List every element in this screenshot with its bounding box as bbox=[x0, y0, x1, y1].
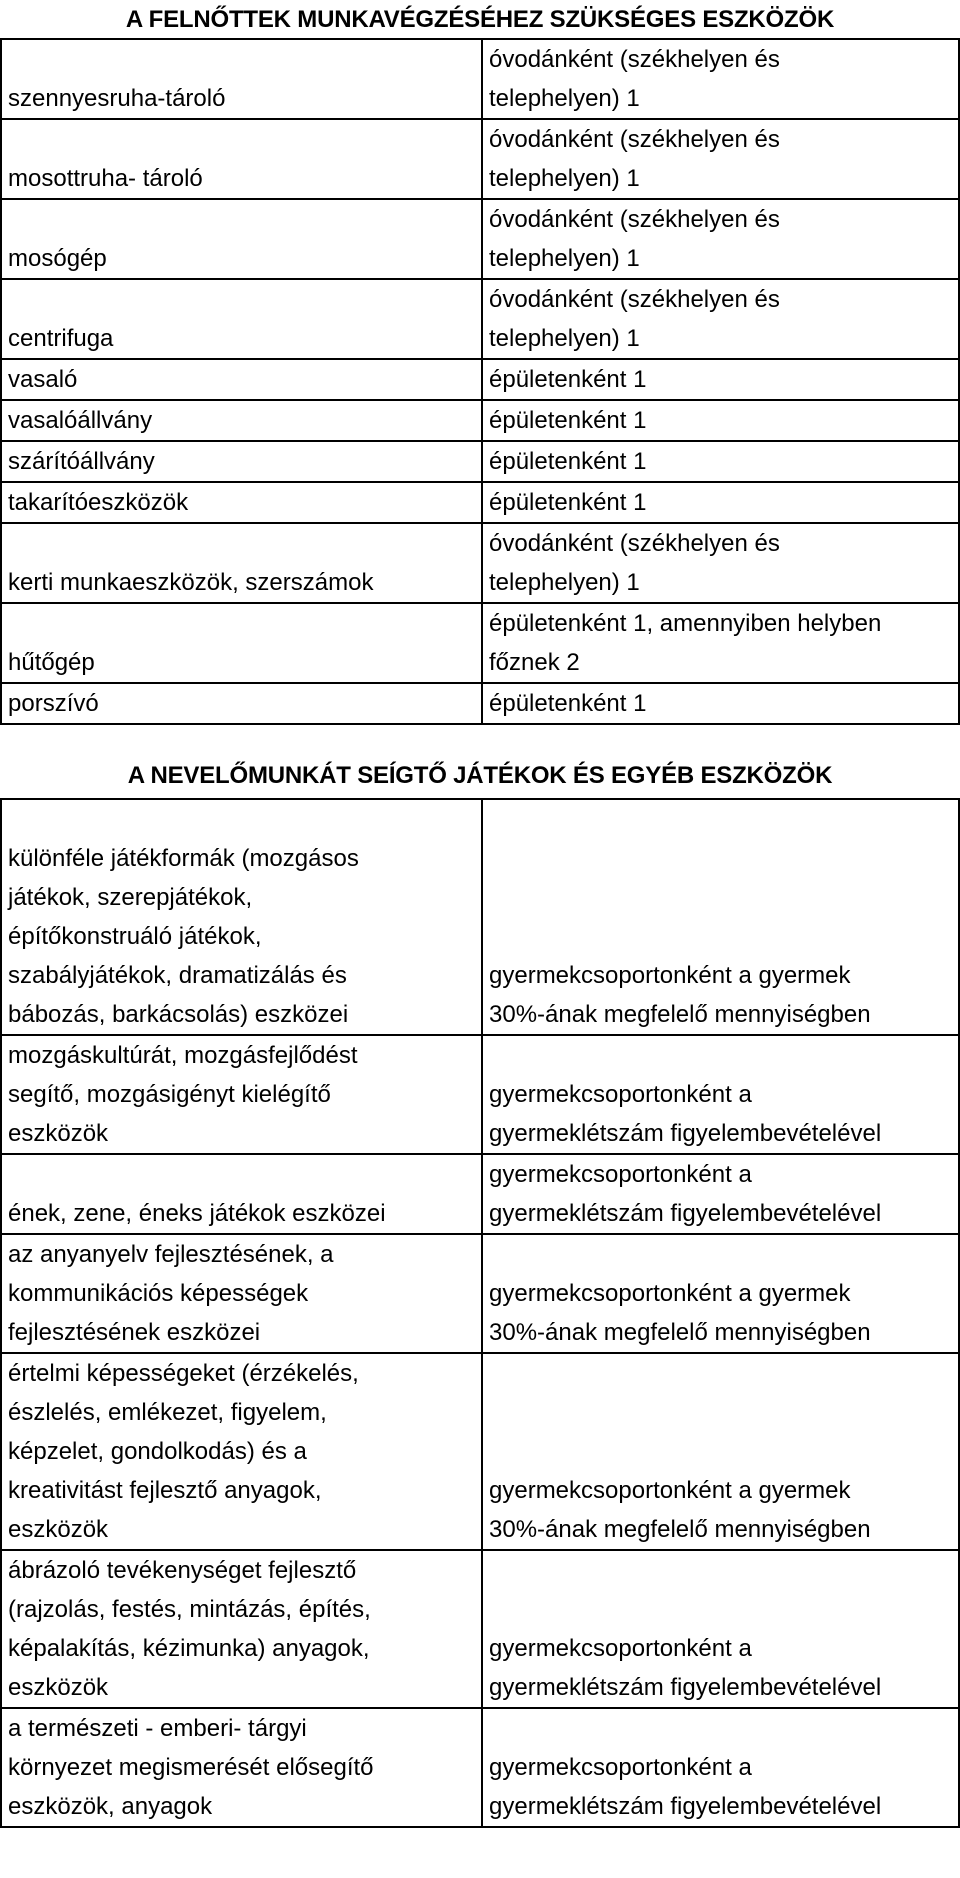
quantity-cell bbox=[482, 1550, 959, 1708]
item-line: szabályjátékok, dramatizálás és bbox=[8, 962, 347, 989]
item-name: mosógép bbox=[8, 245, 107, 272]
quantity-line: 30%-ának megfelelő mennyiségben bbox=[489, 1001, 871, 1028]
quantity-line: óvodánként (székhelyen és bbox=[489, 530, 780, 557]
item-name: kerti munkaeszközök, szerszámok bbox=[8, 569, 374, 596]
item-name: vasalóállvány bbox=[8, 407, 153, 434]
quantity-cell bbox=[482, 279, 959, 359]
item-cell bbox=[1, 1353, 482, 1550]
quantity-cell bbox=[482, 1234, 959, 1353]
item-cell bbox=[1, 39, 482, 119]
table-row bbox=[1, 799, 959, 1035]
table-row bbox=[1, 359, 959, 400]
quantity-cell bbox=[482, 1353, 959, 1550]
table-row bbox=[1, 1234, 959, 1353]
quantity-line: gyermekcsoportonként a bbox=[489, 1754, 752, 1781]
table-row bbox=[1, 119, 959, 199]
quantity-cell bbox=[482, 1035, 959, 1154]
item-cell bbox=[1, 199, 482, 279]
quantity-cell bbox=[482, 199, 959, 279]
quantity-line: telephelyen) 1 bbox=[489, 325, 640, 352]
quantity-cell bbox=[482, 1708, 959, 1827]
item-cell bbox=[1, 1550, 482, 1708]
item-cell bbox=[1, 603, 482, 683]
table-row bbox=[1, 683, 959, 724]
item-name: vasaló bbox=[8, 366, 78, 393]
item-cell bbox=[1, 400, 482, 441]
table-row bbox=[1, 199, 959, 279]
item-cell bbox=[1, 482, 482, 523]
table-row bbox=[1, 1154, 959, 1234]
item-line: képzelet, gondolkodás) és a bbox=[8, 1438, 307, 1465]
table-row bbox=[1, 482, 959, 523]
item-line: eszközök, anyagok bbox=[8, 1793, 213, 1820]
item-name: szennyesruha-tároló bbox=[8, 85, 226, 112]
item-line: kreativitást fejlesztő anyagok, bbox=[8, 1477, 322, 1504]
quantity-line: épületenként 1, amennyiben helyben bbox=[489, 610, 882, 637]
item-cell bbox=[1, 279, 482, 359]
table-row bbox=[1, 279, 959, 359]
item-cell bbox=[1, 1708, 482, 1827]
quantity-line: gyermekcsoportonként a gyermek bbox=[489, 962, 851, 989]
equipment-table-education bbox=[0, 798, 960, 1828]
item-line: fejlesztésének eszközei bbox=[8, 1319, 261, 1346]
item-line: képalakítás, kézimunka) anyagok, bbox=[8, 1635, 370, 1662]
quantity-line: telephelyen) 1 bbox=[489, 165, 640, 192]
quantity-line: gyermekcsoportonként a bbox=[489, 1635, 752, 1662]
item-line: kommunikációs képességek bbox=[8, 1280, 309, 1307]
item-line: ének, zene, éneks játékok eszközei bbox=[8, 1200, 386, 1227]
item-cell bbox=[1, 1035, 482, 1154]
quantity-line: főznek 2 bbox=[489, 649, 580, 676]
item-cell bbox=[1, 441, 482, 482]
quantity-cell bbox=[482, 482, 959, 523]
item-line: játékok, szerepjátékok, bbox=[8, 884, 253, 911]
item-name: szárítóállvány bbox=[8, 448, 155, 475]
table-row bbox=[1, 523, 959, 603]
item-line: különféle játékformák (mozgásos bbox=[8, 845, 359, 872]
item-cell bbox=[1, 1154, 482, 1234]
quantity-line: épületenként 1 bbox=[489, 407, 647, 434]
item-name: porszívó bbox=[8, 690, 99, 717]
quantity-line: gyermekcsoportonként a gyermek bbox=[489, 1477, 851, 1504]
item-line: a természeti - emberi- tárgyi bbox=[8, 1715, 307, 1742]
section2-title: A NEVELŐMUNKÁT SEÍGTŐ JÁTÉKOK ÉS EGYÉB ESZKÖZÖK bbox=[127, 762, 833, 789]
item-line: eszközök bbox=[8, 1120, 109, 1147]
table-row bbox=[1, 1035, 959, 1154]
item-name: takarítóeszközök bbox=[8, 489, 189, 516]
item-line: építőkonstruáló játékok, bbox=[8, 923, 262, 950]
quantity-line: gyermekcsoportonként a bbox=[489, 1161, 752, 1188]
quantity-cell bbox=[482, 119, 959, 199]
quantity-cell bbox=[482, 603, 959, 683]
quantity-line: óvodánként (székhelyen és bbox=[489, 286, 780, 313]
item-cell bbox=[1, 359, 482, 400]
item-line: értelmi képességeket (érzékelés, bbox=[8, 1360, 359, 1387]
quantity-line: épületenként 1 bbox=[489, 366, 647, 393]
item-line: ábrázoló tevékenységet fejlesztő bbox=[8, 1557, 357, 1584]
item-line: eszközök bbox=[8, 1674, 109, 1701]
item-line: eszközök bbox=[8, 1516, 109, 1543]
quantity-line: gyermekcsoportonként a bbox=[489, 1081, 752, 1108]
quantity-line: óvodánként (székhelyen és bbox=[489, 206, 780, 233]
item-line: észlelés, emlékezet, figyelem, bbox=[8, 1399, 327, 1426]
table-row bbox=[1, 603, 959, 683]
item-line: bábozás, barkácsolás) eszközei bbox=[8, 1001, 349, 1028]
section1-title: A FELNŐTTEK MUNKAVÉGZÉSÉHEZ SZÜKSÉGES ESZKÖZÖK bbox=[125, 6, 835, 33]
item-cell bbox=[1, 523, 482, 603]
table-row bbox=[1, 1550, 959, 1708]
quantity-line: gyermeklétszám figyelembevételével bbox=[489, 1793, 882, 1820]
quantity-line: telephelyen) 1 bbox=[489, 569, 640, 596]
table-row bbox=[1, 400, 959, 441]
item-cell bbox=[1, 119, 482, 199]
item-name: centrifuga bbox=[8, 325, 114, 352]
table-row bbox=[1, 39, 959, 119]
item-line: az anyanyelv fejlesztésének, a bbox=[8, 1241, 334, 1268]
table-row bbox=[1, 1353, 959, 1550]
quantity-line: telephelyen) 1 bbox=[489, 245, 640, 272]
equipment-table-adults bbox=[0, 38, 960, 725]
quantity-line: gyermeklétszám figyelembevételével bbox=[489, 1200, 882, 1227]
quantity-cell bbox=[482, 1154, 959, 1234]
item-line: (rajzolás, festés, mintázás, építés, bbox=[8, 1596, 371, 1623]
quantity-line: 30%-ának megfelelő mennyiségben bbox=[489, 1319, 871, 1346]
quantity-line: épületenként 1 bbox=[489, 448, 647, 475]
quantity-line: gyermeklétszám figyelembevételével bbox=[489, 1674, 882, 1701]
quantity-line: 30%-ának megfelelő mennyiségben bbox=[489, 1516, 871, 1543]
quantity-cell bbox=[482, 799, 959, 1035]
quantity-cell bbox=[482, 400, 959, 441]
item-name: hűtőgép bbox=[8, 649, 95, 676]
quantity-cell bbox=[482, 683, 959, 724]
quantity-cell bbox=[482, 359, 959, 400]
quantity-line: telephelyen) 1 bbox=[489, 85, 640, 112]
table-row bbox=[1, 441, 959, 482]
quantity-line: gyermeklétszám figyelembevételével bbox=[489, 1120, 882, 1147]
quantity-cell bbox=[482, 441, 959, 482]
quantity-line: épületenként 1 bbox=[489, 690, 647, 717]
item-line: segítő, mozgásigényt kielégítő bbox=[8, 1081, 331, 1108]
item-line: mozgáskultúrát, mozgásfejlődést bbox=[8, 1042, 358, 1069]
quantity-cell bbox=[482, 39, 959, 119]
table-row bbox=[1, 1708, 959, 1827]
quantity-line: óvodánként (székhelyen és bbox=[489, 126, 780, 153]
item-cell bbox=[1, 1234, 482, 1353]
item-line: környezet megismerését elősegítő bbox=[8, 1754, 374, 1781]
quantity-line: gyermekcsoportonként a gyermek bbox=[489, 1280, 851, 1307]
item-cell bbox=[1, 799, 482, 1035]
quantity-line: épületenként 1 bbox=[489, 489, 647, 516]
quantity-line: óvodánként (székhelyen és bbox=[489, 46, 780, 73]
item-cell bbox=[1, 683, 482, 724]
quantity-cell bbox=[482, 523, 959, 603]
item-name: mosottruha- tároló bbox=[8, 165, 203, 192]
